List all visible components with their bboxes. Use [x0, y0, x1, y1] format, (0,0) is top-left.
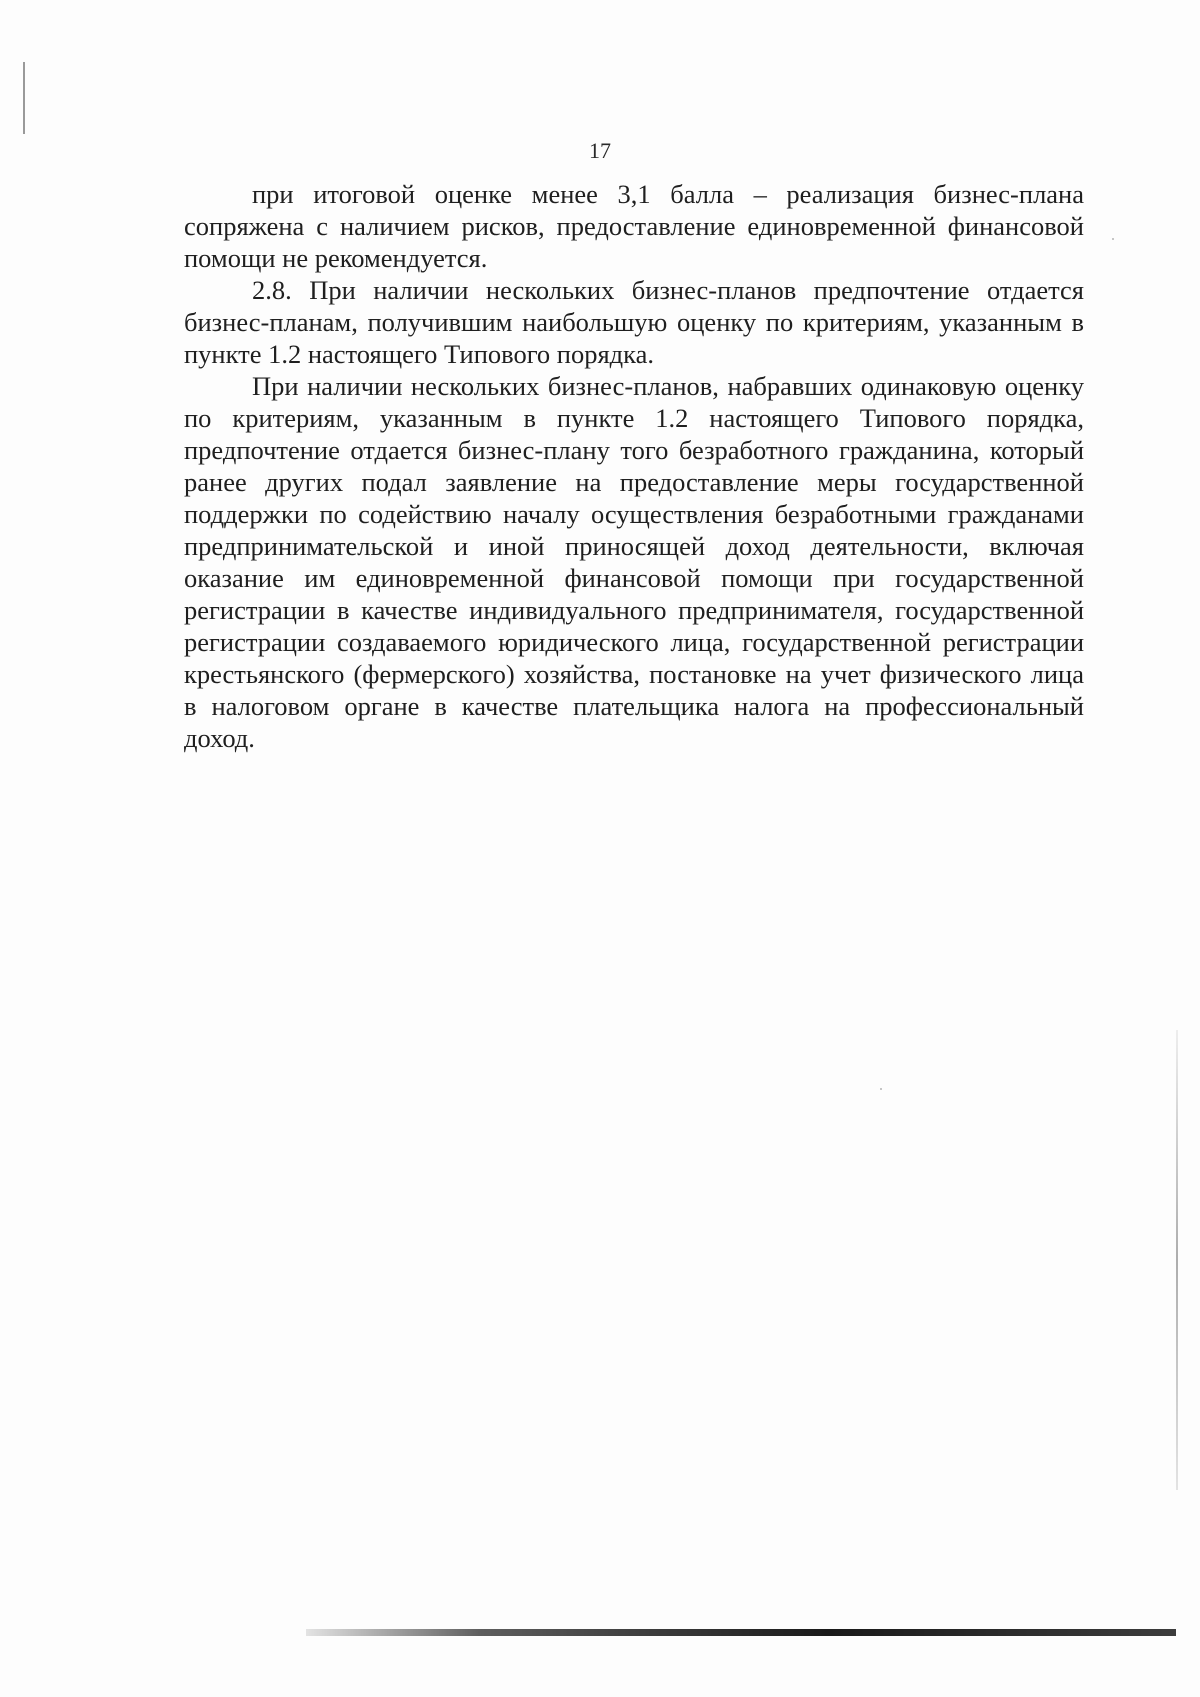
- paragraph-equal-score-priority: При наличии нескольких бизнес-планов, набравших одинаковую оценку по критериям, указанным в пункте 1.2 настоящего Типового порядка, предпочтение отдается бизнес-плану того безработного гражданина, который ранее других подал заявление на предоставление меры государственной поддержки по содействию началу осуществления безработными гражданами предпринимательской и иной приносящей доход деятельности, включая оказание им единовременной финансовой помощи при государственной регистрации в качестве индивидуального предпринимателя, государственной регистрации создаваемого юридического лица, государственной регистрации крестьянского (фермерского) хозяйства, постановке на учет физического лица в налоговом органе в качестве плательщика налога на профессиональный доход.: [184, 371, 1084, 753]
- paragraph-evaluation-result: при итоговой оценке менее 3,1 балла – реализация бизнес-плана сопряжена с наличием рисков, предоставление единовременной финансовой помощи не рекомендуется.: [184, 179, 1084, 273]
- paragraph-clause-2-8: 2.8. При наличии нескольких бизнес-планов предпочтение отдается бизнес-планам, получившим наибольшую оценку по критериям, указанным в пункте 1.2 настоящего Типового порядка.: [184, 275, 1084, 369]
- page-number: 17: [589, 138, 611, 163]
- scan-speck: [1112, 238, 1114, 240]
- scan-speck: [880, 1088, 882, 1090]
- scan-artifact-right-line: [1176, 1030, 1178, 1490]
- scan-artifact-left-line: [23, 62, 25, 134]
- scan-artifact-bottom-bar: [306, 1629, 1176, 1636]
- document-body: [184, 178, 1084, 754]
